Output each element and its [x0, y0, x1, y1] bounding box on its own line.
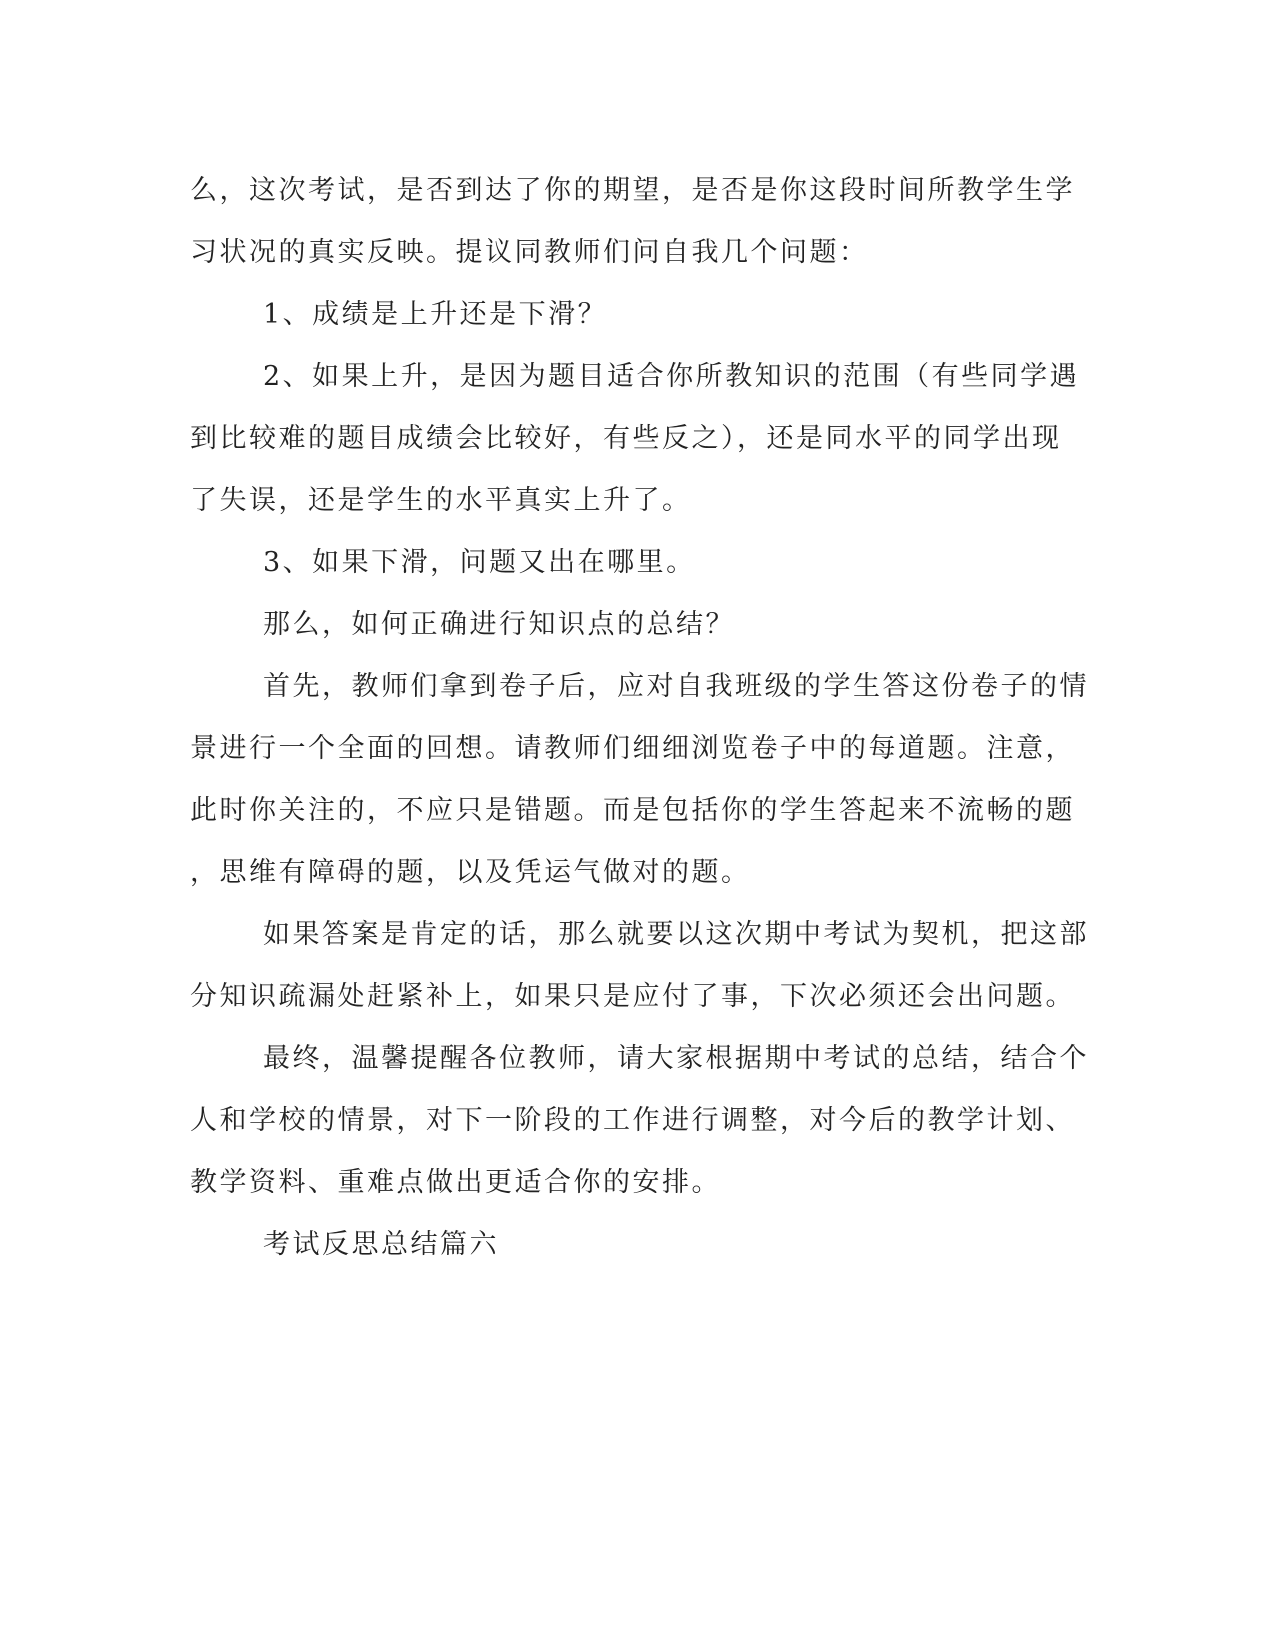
list-item: 2、如果上升，是因为题目适合你所教知识的范围（有些同学遇: [263, 361, 1080, 392]
text-line: 教学资料、重难点做出更适合你的安排。: [190, 1167, 721, 1198]
list-item: 1、成绩是上升还是下滑？: [263, 299, 608, 330]
text-line: 景进行一个全面的回想。请教师们细细浏览卷子中的每道题。注意，: [190, 733, 1075, 764]
text-line: 此时你关注的，不应只是错题。而是包括你的学生答起来不流畅的题: [190, 795, 1075, 826]
text-line: 首先，教师们拿到卷子后，应对自我班级的学生答这份卷子的情: [263, 671, 1089, 702]
text-line: 习状况的真实反映。提议同教师们问自我几个问题：: [190, 237, 869, 268]
list-item: 3、如果下滑，问题又出在哪里。: [263, 547, 696, 578]
text-line: 那么，如何正确进行知识点的总结？: [263, 609, 735, 640]
text-line: 到比较难的题目成绩会比较好，有些反之），还是同水平的同学出现: [190, 423, 1062, 454]
text-line: 如果答案是肯定的话，那么就要以这次期中考试为契机，把这部: [263, 919, 1089, 950]
text-line: 人和学校的情景，对下一阶段的工作进行调整，对今后的教学计划、: [190, 1105, 1075, 1136]
text-line: ，思维有障碍的题，以及凭运气做对的题。: [190, 857, 751, 888]
text-line: 分知识疏漏处赶紧补上，如果只是应付了事，下次必须还会出问题。: [190, 981, 1075, 1012]
text-line: 么，这次考试，是否到达了你的期望，是否是你这段时间所教学生学: [190, 175, 1075, 206]
section-heading: 考试反思总结篇六: [263, 1229, 499, 1260]
text-line: 最终，温馨提醒各位教师，请大家根据期中考试的总结，结合个: [263, 1043, 1089, 1074]
text-line: 了失误，还是学生的水平真实上升了。: [190, 485, 692, 516]
